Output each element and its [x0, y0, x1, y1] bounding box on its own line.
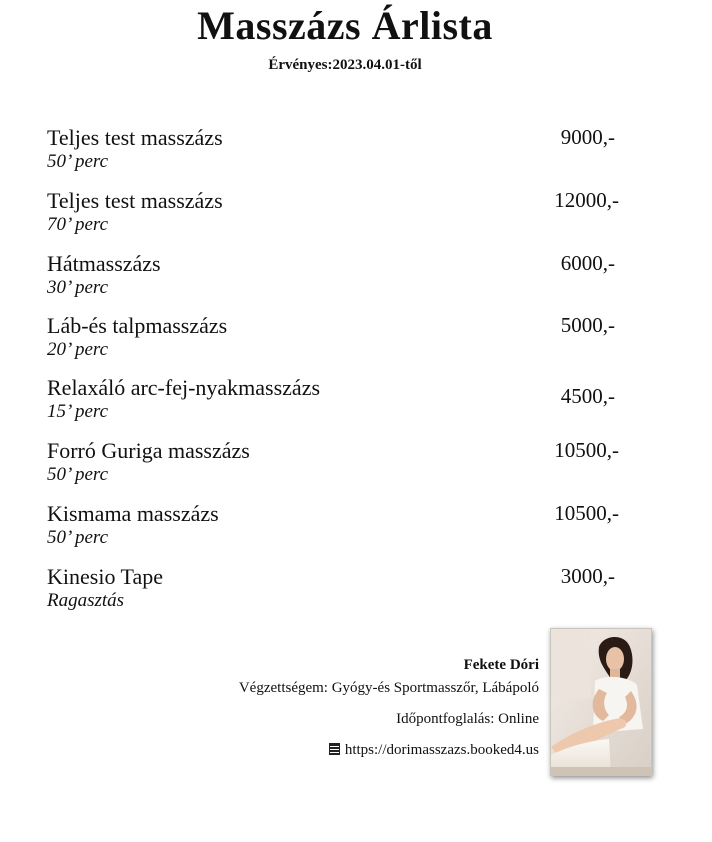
booking-info: Időpontfoglalás: Online: [396, 711, 539, 727]
massage-photo: [550, 628, 652, 776]
service-name: Forró Guriga masszázs: [47, 438, 250, 463]
service-duration: 30’ perc: [47, 277, 109, 298]
service-price: 10500,-: [554, 501, 619, 525]
globe-icon: [329, 743, 340, 755]
service-name: Teljes test masszázs: [47, 125, 223, 150]
price-item: [47, 564, 647, 620]
service-price: 4500,-: [560, 384, 615, 408]
service-price: 10500,-: [554, 438, 619, 462]
service-duration: 70’ perc: [47, 214, 109, 235]
service-price: 9000,-: [560, 125, 615, 149]
price-item: [47, 251, 647, 307]
service-name: Láb-és talpmasszázs: [47, 313, 228, 338]
service-price: 12000,-: [554, 188, 619, 212]
massage-photo-illustration: [551, 629, 651, 775]
page-title: Masszázs Árlista: [197, 3, 493, 48]
price-item: [47, 188, 647, 244]
service-duration: 50’ perc: [47, 151, 109, 172]
service-duration: 15’ perc: [47, 401, 109, 422]
price-item: [47, 375, 647, 431]
qualification: Végzettségem: Gyógy-és Sportmasszőr, Lábápoló: [238, 680, 539, 696]
service-duration: 20’ perc: [47, 339, 109, 360]
service-name: Kismama masszázs: [47, 501, 219, 526]
price-item: [47, 438, 647, 494]
service-price: 5000,-: [560, 313, 615, 337]
masseur-name: Fekete Dóri: [463, 657, 539, 673]
validity-date: Érvényes:2023.04.01-től: [268, 57, 422, 73]
price-item: [47, 501, 647, 557]
price-item: [47, 125, 647, 181]
service-price: 3000,-: [560, 564, 615, 588]
service-duration: 50’ perc: [47, 464, 109, 485]
service-duration: 50’ perc: [47, 527, 109, 548]
price-item: [47, 313, 647, 369]
website-link[interactable]: https://dorimasszazs.booked4.us: [344, 742, 539, 758]
service-name: Kinesio Tape: [47, 564, 163, 589]
service-name: Hátmasszázs: [47, 251, 161, 276]
service-name: Teljes test masszázs: [47, 188, 223, 213]
contact-block: [239, 654, 539, 762]
website-row[interactable]: [239, 739, 539, 762]
service-note: Ragasztás: [47, 590, 125, 611]
service-price: 6000,-: [560, 251, 615, 275]
service-name: Relaxáló arc-fej-nyakmasszázs: [47, 375, 321, 400]
